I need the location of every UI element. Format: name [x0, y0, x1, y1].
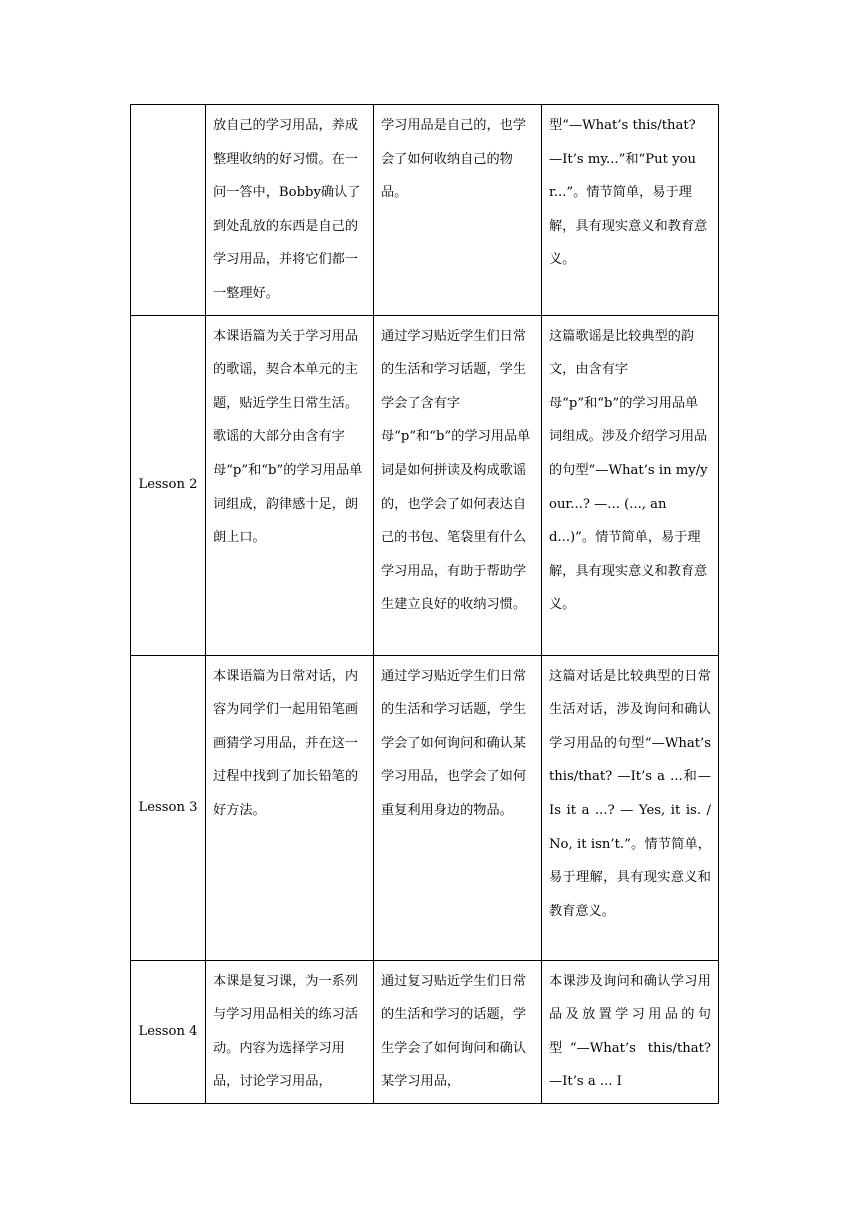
content-cell: 放自己的学习用品，养成整理收纳的好习惯。在一问一答中，Bobby确认了到处乱放的东西是自己的学习用品，并将它们都一一整理好。: [206, 105, 374, 316]
features-cell: 这篇歌谣是比较典型的韵文，由含有字母“p”和“b”的学习用品单词组成。涉及介绍学习用品的句型“—What’s in my/your...? —... (..., and...)”。情节简单，易于理解，具有现实意义和教育意义。: [542, 315, 719, 655]
meaning-cell: 通过复习贴近学生们日常的生活和学习的话题，学生学会了如何询问和确认某学习用品，: [374, 960, 542, 1103]
features-cell: 本课涉及询问和确认学习用品及放置学习用品的句型“—What’s this/that? —It’s a ... I: [542, 960, 719, 1103]
content-cell: 本课是复习课，为一系列与学习用品相关的练习活动。内容为选择学习用品，讨论学习用品，: [206, 960, 374, 1103]
lesson-name-cell: Lesson 2: [131, 315, 206, 655]
meaning-cell: 通过学习贴近学生们日常的生活和学习话题，学生学会了如何询问和确认某学习用品，也学会了如何重复利用身边的物品。: [374, 655, 542, 960]
lesson-name-cell: [131, 105, 206, 316]
lesson-name-cell: Lesson 3: [131, 655, 206, 960]
lesson-name-cell: Lesson 4: [131, 960, 206, 1103]
content-cell: 本课语篇为关于学习用品的歌谣，契合本单元的主题，贴近学生日常生活。歌谣的大部分由含有字母“p”和“b”的学习用品单词组成，韵律感十足，朗朗上口。: [206, 315, 374, 655]
lesson-analysis-table: [130, 104, 719, 1104]
features-cell: 型“—What’s this/that? —It’s my...”和“Put your...”。情节简单，易于理解，具有现实意义和教育意义。: [542, 105, 719, 316]
table-row: [131, 960, 719, 1103]
features-cell: 这篇对话是比较典型的日常生活对话，涉及询问和确认学习用品的句型“—What’s this/that? —It’s a ...和—Is it a ...? — Yes, it is. / No, it isn’t.”。情节简单，易于理解，具有现实意义和教育意义。: [542, 655, 719, 960]
table-row: [131, 655, 719, 960]
content-cell: 本课语篇为日常对话，内容为同学们一起用铅笔画画猜学习用品，并在这一过程中找到了加长铅笔的好方法。: [206, 655, 374, 960]
meaning-cell: 学习用品是自己的，也学会了如何收纳自己的物品。: [374, 105, 542, 316]
table-row: [131, 105, 719, 316]
table-row: [131, 315, 719, 655]
meaning-cell: 通过学习贴近学生们日常的生活和学习话题，学生学会了含有字母“p”和“b”的学习用品单词是如何拼读及构成歌谣的，也学会了如何表达自己的书包、笔袋里有什么学习用品，有助于帮助学生建立良好的收纳习惯。: [374, 315, 542, 655]
